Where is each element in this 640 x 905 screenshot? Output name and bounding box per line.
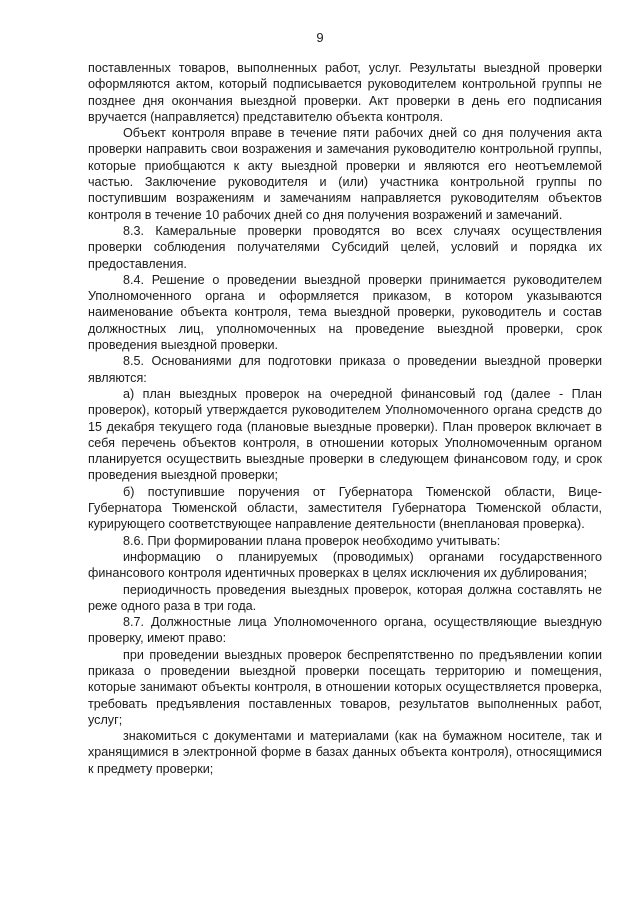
paragraph-objections: Объект контроля вправе в течение пяти рабочих дней со дня получения акта проверки направить свои возражения и замечания руководителю контрольной группы, которые приобщаются к акту выездной проверки и являются его неотъемлемой частью. Заключение руководителя и (или) участника контрольной группы по поступившим возражениям и замечаниям направляется руководителям объектов контроля в течение 10 рабочих дней со дня получения возражений и замечаний. xyxy=(88,126,602,222)
paragraph-8-7-documents: знакомиться с документами и материалами (как на бумажном носителе, так и хранящимися в электронной форме в базах данных объекта контроля), относящимися к предмету проверки; xyxy=(88,729,602,776)
page-number: 9 xyxy=(316,30,324,45)
paragraph-8-6-info: информацию о планируемых (проводимых) органами государственного финансового контроля идентичных проверках в целях исключения их дублирования; xyxy=(88,549,602,581)
paragraph-8-5-b: б) поступившие поручения от Губернатора Тюменской области, Вице-Губернатора Тюменской области, заместителя Губернатора Тюменской области, курирующего соответствующее направление деятельности (внеплановая проверка). xyxy=(88,484,602,532)
paragraph-act-results: поставленных товаров, выполненных работ, услуг. Результаты выездной проверки оформляются актом, который подписывается руководителем контрольной группы не позднее дня окончания выездной проверки. Акт проверки в день его подписания вручается (направляется) представителю объекта контроля. xyxy=(88,61,602,124)
paragraph-8-7: 8.7. Должностные лица Уполномоченного органа, осуществляющие выездную проверку, имеют право: xyxy=(88,615,602,646)
paragraph-8-6-frequency: периодичность проведения выездных проверок, которая должна составлять не реже одного раза в три года. xyxy=(88,582,602,613)
paragraph-8-6: 8.6. При формировании плана проверок необходимо учитывать: xyxy=(123,533,501,548)
paragraph-8-4: 8.4. Решение о проведении выездной проверки принимается руководителем Уполномоченного органа и оформляется приказом, в котором указываются наименование объекта контроля, тема выездной проверки, руководитель и состав должностных лиц, уполномоченных на проведение выездной проверки, срок проведения выездной проверки. xyxy=(88,272,602,353)
paragraph-8-5: 8.5. Основаниями для подготовки приказа о проведении выездной проверки являются: xyxy=(88,354,602,385)
paragraph-8-5-a: а) план выездных проверок на очередной финансовый год (далее - План проверок), который утверждается руководителем Уполномоченного органа средств до 15 декабря текущего года (плановые выездные проверки). План проверок включает в себя перечень объектов контроля, в отношении которых Уполномоченным органом планируется осуществить выездные проверки в следующем финансовом году, и срок проведения выездной проверки; xyxy=(88,386,602,483)
paragraph-8-7-visit: при проведении выездных проверок беспрепятственно по предъявлении копии приказа о проведении выездной проверки посещать территорию и помещения, которые занимают объекты контроля, в отношении которых осуществляется проверка, требовать предъявления поставленных товаров, результатов выполненных работ, услуг; xyxy=(88,647,602,727)
paragraph-8-3: 8.3. Камеральные проверки проводятся во всех случаях осуществления проверки соблюдения получателями Субсидий целей, условий и порядка их предоставления. xyxy=(88,223,602,271)
document-body xyxy=(88,60,602,777)
